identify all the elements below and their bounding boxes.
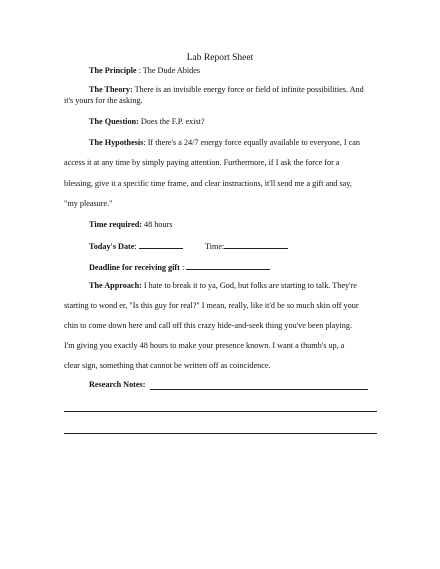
- deadline-label: Deadline for receiving gift: [89, 263, 180, 272]
- question-line: [89, 117, 205, 127]
- date-blank[interactable]: [139, 240, 183, 249]
- theory-line-1: [89, 85, 364, 95]
- approach-line-2: starting to wond er, "Is this guy for real?" I mean, really, like it'd be so much skin off your: [64, 301, 359, 310]
- theory-text-1: There is an invisible energy force or field of infinite possibilities. And: [132, 85, 364, 94]
- deadline-blank[interactable]: [186, 261, 270, 270]
- page-title: Lab Report Sheet: [186, 53, 254, 63]
- deadline-colon: :: [179, 263, 185, 272]
- notes-rule-1[interactable]: [64, 411, 377, 412]
- time-required-label: Time required:: [89, 220, 142, 229]
- theory-line-2: it's yours for the asking.: [64, 96, 143, 105]
- approach-line-3: chin to come down here and call off this crazy hide-and-seek thing you've been playing.: [64, 321, 353, 330]
- theory-label: The Theory:: [89, 85, 133, 94]
- approach-label: The Approach:: [89, 281, 142, 290]
- time-label: Time:: [205, 242, 225, 251]
- time-line: [205, 240, 288, 252]
- todays-date-colon: :: [134, 242, 137, 251]
- hypothesis-line-2: access it at any time by simply paying attention. Furthermore, if I ask the force for a: [64, 158, 340, 167]
- hypothesis-line-4: "my pleasure.": [64, 199, 113, 208]
- approach-line-1: [89, 281, 357, 291]
- todays-date-line: [89, 240, 183, 252]
- principle-text: : The Dude Abides: [136, 66, 201, 75]
- principle-label: The Principle: [89, 66, 137, 75]
- research-notes-line: [89, 380, 145, 390]
- principle-line: [89, 66, 200, 76]
- deadline-line: [89, 261, 270, 273]
- approach-text-1: I hate to break it to ya, God, but folks are starting to talk. They're: [141, 281, 357, 290]
- time-required-value: 48 hours: [142, 220, 173, 229]
- time-required-line: [89, 220, 172, 230]
- question-label: The Question:: [89, 117, 139, 126]
- hypothesis-line-3: blessing, give it a specific time frame, and clear instructions, it'll send me a gift and say,: [64, 179, 352, 188]
- research-notes-underline[interactable]: [150, 389, 368, 390]
- todays-date-label: Today's Date: [89, 242, 135, 251]
- hypothesis-line-1: [89, 138, 360, 148]
- time-blank[interactable]: [224, 240, 288, 249]
- approach-line-5: clear sign, something that cannot be written off as coincidence.: [64, 361, 271, 370]
- hypothesis-text-1: : If there's a 24/7 energy force equally available to everyone, I can: [143, 138, 360, 147]
- hypothesis-label: The Hypothesis: [89, 138, 144, 147]
- notes-rule-2[interactable]: [64, 433, 377, 434]
- approach-line-4: I'm giving you exactly 48 hours to make your presence known. I want a thumb's up, a: [64, 341, 345, 350]
- research-notes-label: Research Notes:: [89, 380, 146, 389]
- question-text: Does the F.P. exist?: [138, 117, 205, 126]
